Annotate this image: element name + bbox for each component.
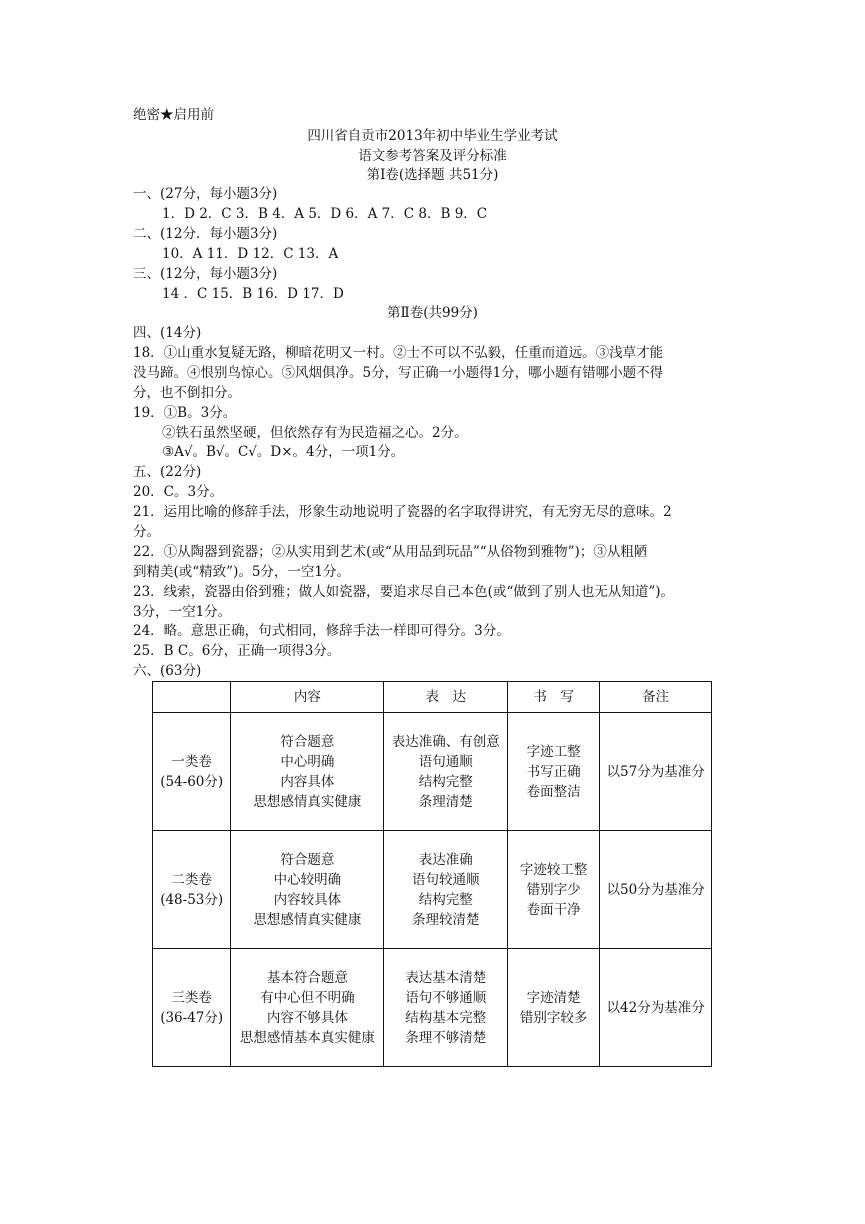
content-item: 内容不够具体 bbox=[266, 1009, 348, 1026]
q23-line2: 3分，一空1分。 bbox=[133, 604, 232, 620]
expression-item: 条理较清楚 bbox=[412, 911, 480, 928]
expression-item: 语句不够通顺 bbox=[405, 989, 487, 1006]
table-header-cell: 书 写 bbox=[508, 682, 600, 713]
content-cell bbox=[231, 713, 384, 831]
section2-answers: 10．A 11．D 12．C 13．A bbox=[162, 246, 339, 262]
table-row bbox=[153, 949, 712, 1067]
section4-heading: 四、(14分) bbox=[133, 325, 202, 341]
q21-line2: 分。 bbox=[133, 524, 160, 540]
q25: 25．B C。6分，正确一项得3分。 bbox=[133, 643, 341, 659]
writing-item: 字迹清楚 bbox=[526, 989, 581, 1006]
secret-label: 绝密★启用前 bbox=[133, 107, 214, 123]
expression-item: 结构完整 bbox=[418, 891, 473, 908]
expression-cell bbox=[384, 713, 508, 831]
grade-cell bbox=[153, 949, 231, 1067]
grade-range: (36-47分) bbox=[160, 1009, 224, 1026]
section6-heading: 六、(63分) bbox=[133, 663, 202, 679]
content-item: 思想感情真实健康 bbox=[253, 911, 362, 928]
expression-item: 表达准确 bbox=[418, 851, 473, 868]
content-item: 基本符合题意 bbox=[266, 969, 348, 986]
q21-line1: 21．运用比喻的修辞手法，形象生动地说明了瓷器的名字取得讲究，有无穷无尽的意味。2 bbox=[133, 504, 672, 520]
section3-heading: 三、(12分，每小题3分) bbox=[133, 266, 278, 282]
q23-line1: 23．线索，瓷器由俗到雅；做人如瓷器，要追求尽自己本色(或“做到了别人也无从知道”)。 bbox=[133, 584, 675, 600]
expression-item: 表达基本清楚 bbox=[405, 969, 487, 986]
grade-cell bbox=[153, 831, 231, 949]
writing-item: 错别字少 bbox=[526, 881, 581, 898]
table-header-row bbox=[153, 682, 712, 713]
content-item: 内容较具体 bbox=[273, 891, 342, 908]
table-row bbox=[153, 713, 712, 831]
q19-line2: ②铁石虽然坚硬，但依然存有为民造福之心。2分。 bbox=[162, 425, 468, 441]
section3-answers: 14 ．C 15．B 16．D 17．D bbox=[162, 286, 344, 302]
section1-answers: 1．D 2．C 3．B 4．A 5．D 6．A 7．C 8．B 9．C bbox=[162, 206, 488, 222]
section2-heading: 二、(12分．每小题3分) bbox=[133, 226, 278, 242]
grade-label: 二类卷 bbox=[171, 871, 212, 888]
content-item: 思想感情基本真实健康 bbox=[239, 1029, 375, 1046]
table-header-cell bbox=[153, 682, 231, 713]
content-item: 内容具体 bbox=[280, 773, 335, 790]
expression-item: 结构基本完整 bbox=[405, 1009, 487, 1026]
content-cell bbox=[231, 831, 384, 949]
grade-label: 三类卷 bbox=[171, 989, 212, 1006]
grade-range: (54-60分) bbox=[160, 773, 224, 790]
content-item: 思想感情真实健康 bbox=[253, 793, 362, 810]
q18-line3: 分，也不倒扣分。 bbox=[133, 385, 241, 401]
writing-item: 卷面整洁 bbox=[526, 783, 581, 800]
section5-heading: 五、(22分) bbox=[133, 464, 202, 480]
exam-title: 四川省自贡市2013年初中毕业生学业考试 bbox=[307, 128, 558, 144]
essay-grading-table bbox=[152, 681, 712, 1067]
expression-item: 条理不够清楚 bbox=[405, 1029, 487, 1046]
content-cell bbox=[231, 949, 384, 1067]
writing-item: 字迹较工整 bbox=[519, 861, 588, 878]
expression-item: 语句较通顺 bbox=[412, 871, 480, 888]
grade-label: 一类卷 bbox=[171, 753, 212, 770]
expression-cell bbox=[384, 831, 508, 949]
note-cell: 以50分为基准分 bbox=[600, 831, 712, 949]
writing-item: 字迹工整 bbox=[526, 743, 581, 760]
q20: 20．C。3分。 bbox=[133, 484, 224, 500]
table-row bbox=[153, 831, 712, 949]
q22-line2: 到精美(或“精致”)。5分，一空1分。 bbox=[133, 564, 351, 580]
content-item: 符合题意 bbox=[280, 733, 335, 750]
writing-cell bbox=[508, 949, 600, 1067]
writing-item: 书写正确 bbox=[526, 763, 581, 780]
grade-range: (48-53分) bbox=[160, 891, 224, 908]
expression-cell bbox=[384, 949, 508, 1067]
content-item: 中心明确 bbox=[280, 753, 335, 770]
writing-item: 错别字较多 bbox=[519, 1009, 588, 1026]
volume2-title: 第Ⅱ卷(共99分) bbox=[387, 305, 478, 321]
volume1-title: 第Ⅰ卷(选择题 共51分) bbox=[366, 167, 499, 183]
table-header-cell: 表 达 bbox=[384, 682, 508, 713]
q22-line1: 22．①从陶器到瓷器；②从实用到艺术(或“从用品到玩品”“从俗物到雅物”)；③从粗陋 bbox=[133, 544, 648, 560]
writing-cell bbox=[508, 831, 600, 949]
q19-line3: ③A√。B√。C√。D×。4分，一项1分。 bbox=[162, 444, 405, 460]
expression-item: 条理清楚 bbox=[418, 793, 473, 810]
content-item: 有中心但不明确 bbox=[260, 989, 355, 1006]
note-cell: 以57分为基准分 bbox=[600, 713, 712, 831]
content-item: 中心较明确 bbox=[273, 871, 342, 888]
grade-cell bbox=[153, 713, 231, 831]
content-item: 符合题意 bbox=[280, 851, 335, 868]
exam-subtitle: 语文参考答案及评分标准 bbox=[358, 148, 507, 164]
section1-heading: 一、(27分，每小题3分) bbox=[133, 186, 278, 202]
q24: 24．略。意思正确，句式相同，修辞手法一样即可得分。3分。 bbox=[133, 623, 510, 639]
table-header-cell: 备注 bbox=[600, 682, 712, 713]
note-cell: 以42分为基准分 bbox=[600, 949, 712, 1067]
writing-item: 卷面干净 bbox=[526, 901, 581, 918]
expression-item: 表达准确、有创意 bbox=[391, 733, 500, 750]
q19-line1: 19．①B。3分。 bbox=[133, 405, 237, 421]
q18-line1: 18．①山重水复疑无路，柳暗花明又一村。②士不可以不弘毅，任重而道远。③浅草才能 bbox=[133, 345, 664, 361]
expression-item: 语句通顺 bbox=[418, 753, 473, 770]
writing-cell bbox=[508, 713, 600, 831]
expression-item: 结构完整 bbox=[418, 773, 473, 790]
q18-line2: 没马蹄。④恨别鸟惊心。⑤风烟俱净。5分，写正确一小题得1分，哪小题有错哪小题不得 bbox=[133, 365, 664, 381]
table-header-cell: 内容 bbox=[231, 682, 384, 713]
